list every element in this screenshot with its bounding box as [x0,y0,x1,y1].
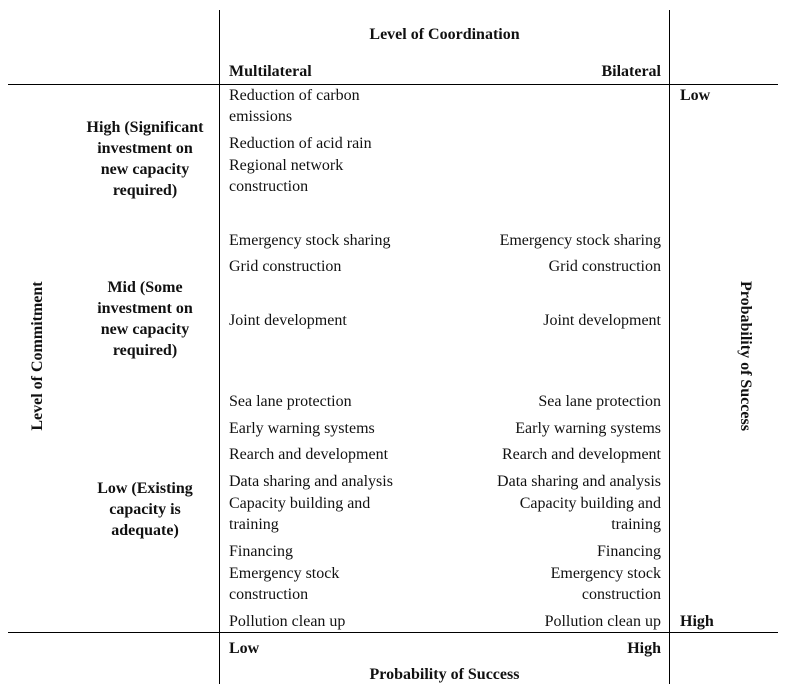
row-label-low: Low (Existing capacity is adequate) [97,480,193,539]
multilateral-item: Reduction of carbon emissions [229,87,360,125]
multilateral-item: Early warning systems [229,420,375,437]
bilateral-item: Grid construction [548,258,661,275]
multilateral-item: Sea lane protection [229,393,352,410]
bilateral-item: Emergency stock sharing [499,232,661,249]
level-of-coordination-title: Level of Coordination [369,26,520,43]
row-label-mid: Mid (Some investment on new capacity required) [97,279,193,359]
bottom-axis-low: Low [229,640,260,657]
right-vertical-rule [669,10,670,684]
multilateral-item: Reduction of acid rain [229,135,372,152]
bilateral-header: Bilateral [601,63,661,80]
row-label-high: High (Significant investment on new capacity required) [86,119,204,199]
right-axis-high: High [680,613,714,630]
multilateral-header: Multilateral [229,63,312,80]
bilateral-item: Capacity building and training [519,495,661,533]
bottom-probability-title: Probability of Success [369,666,520,683]
bilateral-item: Emergency stock construction [550,565,661,603]
multilateral-item: Capacity building and training [229,495,371,533]
bottom-axis-high: High [627,640,661,657]
multilateral-item: Grid construction [229,258,342,275]
multilateral-item: Emergency stock construction [229,565,340,603]
multilateral-item: Emergency stock sharing [229,232,391,249]
multilateral-item: Data sharing and analysis [229,473,393,490]
right-probability-title: Probability of Success [737,281,754,431]
left-vertical-rule [219,10,220,684]
bilateral-item: Joint development [543,312,661,329]
bilateral-item: Early warning systems [515,420,661,437]
bilateral-item: Sea lane protection [538,393,661,410]
multilateral-item: Rearch and development [229,446,389,463]
bilateral-item: Financing [597,543,661,560]
right-axis-low: Low [680,87,711,104]
multilateral-item: Pollution clean up [229,613,346,630]
multilateral-item: Financing [229,543,293,560]
level-of-commitment-title: Level of Commitment [29,281,46,431]
bottom-horizontal-rule [8,632,778,633]
multilateral-item: Regional network construction [229,157,344,195]
multilateral-item: Joint development [229,312,347,329]
bilateral-item: Pollution clean up [544,613,661,630]
bilateral-item: Data sharing and analysis [497,473,661,490]
bilateral-item: Rearch and development [501,446,661,463]
